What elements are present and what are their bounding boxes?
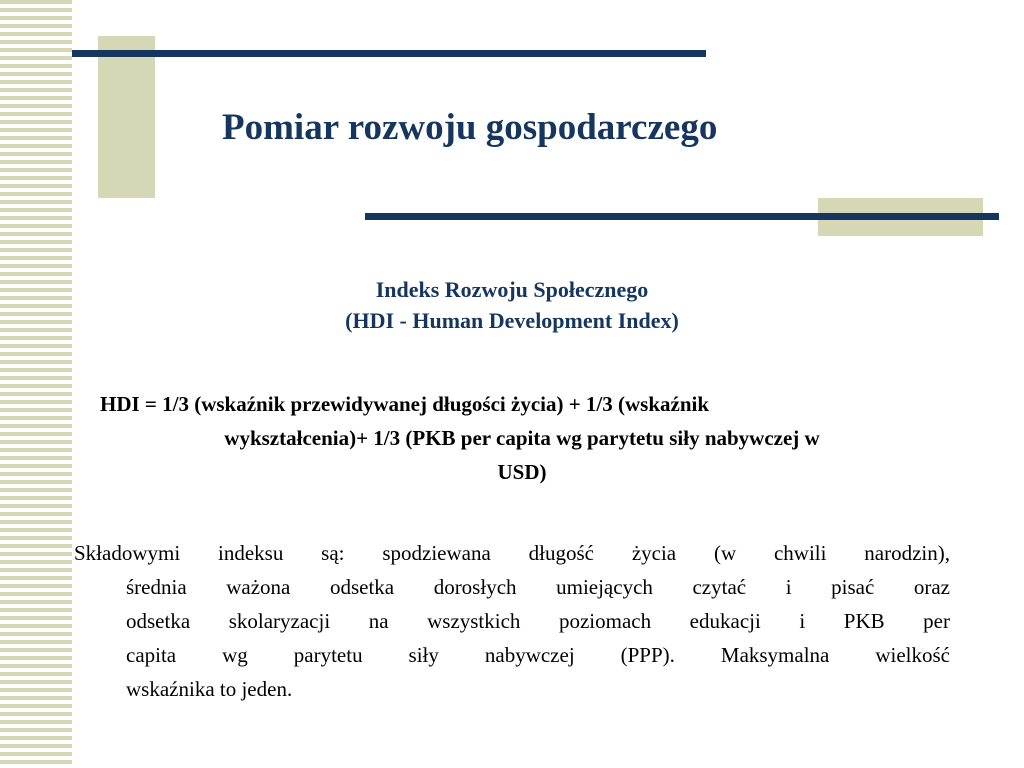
decorative-stripes (0, 0, 72, 768)
decorative-line-top (72, 50, 706, 57)
description-line: średnia ważona odsetka dorosłych umiejących czytać i pisać oraz (126, 575, 950, 599)
decorative-block-left (98, 36, 155, 198)
description-line: capita wg parytetu siły nabywczej (PPP). Maksymalna wielkość (126, 643, 950, 667)
hdi-formula (100, 387, 944, 489)
formula-line-1: HDI = 1/3 (wskaźnik przewidywanej długości życia) + 1/3 (wskaźnik (100, 392, 710, 416)
description-line: odsetka skolaryzacji na wszystkich poziomach edukacji i PKB per (126, 609, 950, 633)
formula-line-2: wykształcenia)+ 1/3 (PKB per capita wg parytetu siły nabywczej w (224, 426, 820, 450)
decorative-line-bottom (365, 213, 999, 220)
description-line: wskaźnika to jeden. (126, 677, 293, 701)
subtitle-line-2: (HDI - Human Development Index) (345, 308, 679, 333)
slide-title: Pomiar rozwoju gospodarczego (222, 107, 718, 148)
subtitle (160, 274, 864, 336)
formula-line-3: USD) (497, 460, 547, 484)
description-paragraph (74, 536, 950, 706)
description-line: Składowymi indeksu są: spodziewana długość życia (w chwili narodzin), (74, 541, 950, 565)
subtitle-line-1: Indeks Rozwoju Społecznego (375, 277, 649, 302)
